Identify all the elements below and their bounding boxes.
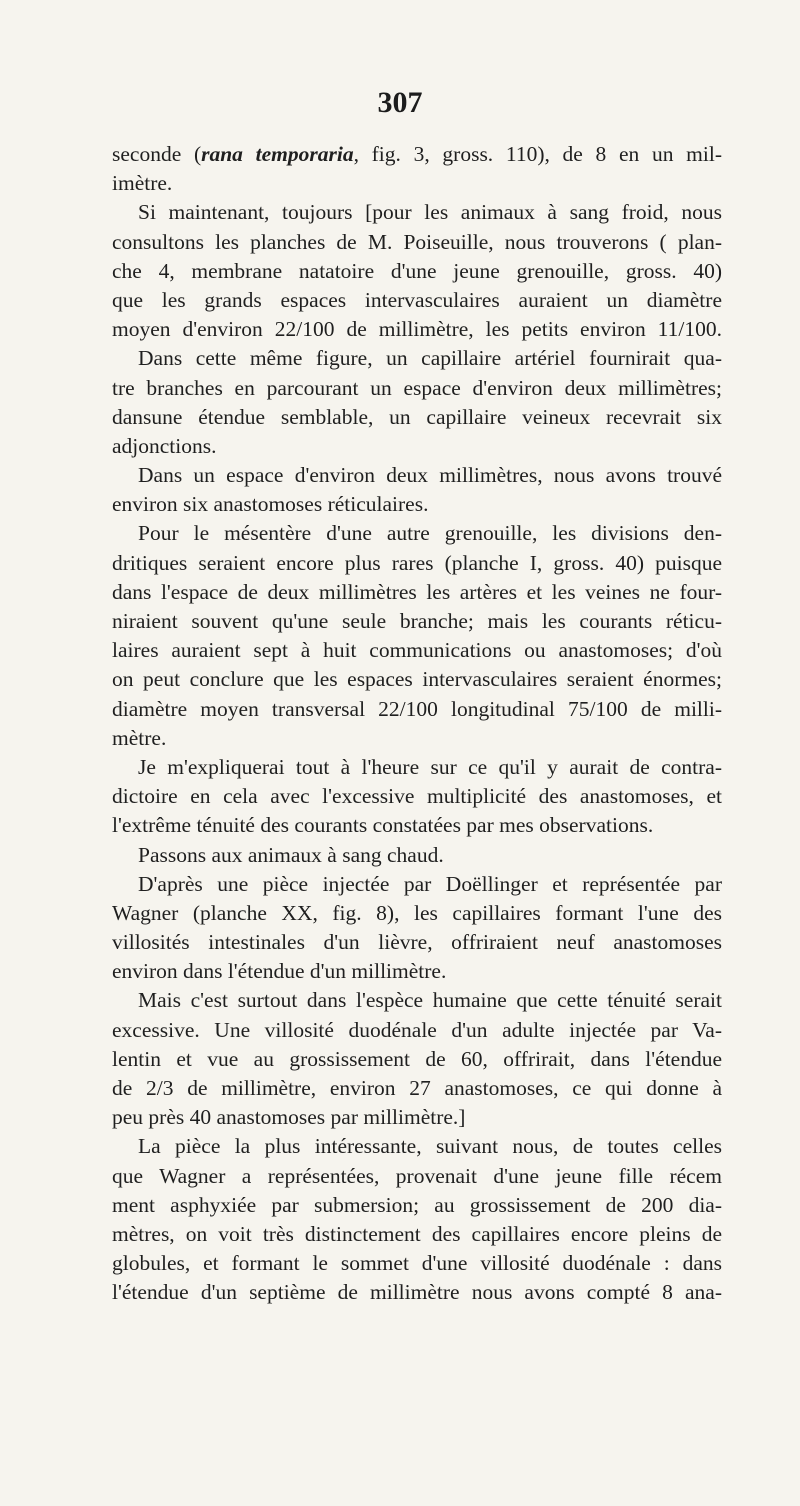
text-line: Mais c'est surtout dans l'espèce humaine que cette ténuité serait — [138, 988, 722, 1013]
text-line — [112, 140, 722, 169]
text-line: globules, et formant le sommet d'une villosité duodénale : dans — [112, 1251, 722, 1276]
text-line: consultons les planches de M. Poiseuille, nous trouverons ( plan- — [112, 229, 722, 254]
text-line: D'après une pièce injectée par Doëllinger et représentée par — [138, 871, 722, 896]
text-line: Je m'expliquerai tout à l'heure sur ce qu'il y aurait de contra- — [138, 754, 722, 779]
text-line: tre branches en parcourant un espace d'environ deux millimètres; — [112, 375, 722, 400]
body-text — [112, 140, 722, 1308]
text-line: que les grands espaces intervasculaires auraient un diamètre — [112, 287, 722, 312]
text-line: de 2/3 de millimètre, environ 27 anastomoses, ce qui donne à — [112, 1076, 722, 1100]
text-run: , fig. 3, gross. 110), de 8 en un mil- — [353, 142, 722, 166]
text-run: seconde ( — [112, 142, 202, 166]
text-line: l'extrême ténuité des courants constatées par mes observations. — [112, 813, 654, 838]
text-line: peu près 40 anastomoses par millimètre.] — [112, 1105, 466, 1130]
text-line: excessive. Une villosité duodénale d'un adulte injectée par Va- — [112, 1017, 722, 1042]
text-line: che 4, membrane natatoire d'une jeune grenouille, gross. 40) — [112, 258, 722, 283]
text-line: laires auraient sept à huit communications ou anastomoses; d'où — [112, 638, 722, 663]
text-line: Wagner (planche XX, fig. 8), les capillaires formant l'une des — [112, 900, 722, 925]
text-line: imètre. — [112, 171, 173, 196]
text-line: Dans cette même figure, un capillaire artériel fournirait qua- — [138, 346, 722, 371]
text-line: lentin et vue au grossissement de 60, offrirait, dans l'étendue — [112, 1046, 722, 1071]
text-line: on peut conclure que les espaces intervasculaires seraient énormes; — [112, 667, 722, 692]
text-line: Si maintenant, toujours [pour les animaux à sang froid, nous — [138, 200, 722, 225]
text-line: adjonctions. — [112, 433, 217, 458]
text-line: l'étendue d'un septième de millimètre nous avons compté 8 ana- — [112, 1280, 722, 1305]
text-line: dritiques seraient encore plus rares (planche I, gross. 40) puisque — [112, 550, 722, 575]
text-line: niraient souvent qu'une seule branche; mais les courants réticu- — [112, 609, 722, 633]
text-line: mètres, on voit très distinctement des capillaires encore pleins de — [112, 1221, 722, 1246]
text-line: Dans un espace d'environ deux millimètres, nous avons trouvé — [138, 463, 722, 488]
text-line: que Wagner a représentées, provenait d'une jeune fille récem — [112, 1163, 722, 1188]
text-line: environ six anastomoses réticulaires. — [112, 492, 429, 517]
text-line: villosités intestinales d'un lièvre, offriraient neuf anastomoses — [112, 930, 722, 955]
text-line: dansune étendue semblable, un capillaire veineux recevrait six — [112, 404, 722, 429]
text-line: diamètre moyen transversal 22/100 longitudinal 75/100 de milli- — [112, 696, 722, 721]
text-line: moyen d'environ 22/100 de millimètre, les petits environ 11/100. — [112, 317, 722, 342]
species-name: rana temporaria — [201, 142, 354, 166]
text-line: Pour le mésentère d'une autre grenouille, les divisions den- — [138, 521, 722, 546]
text-line: ment asphyxiée par submersion; au grossissement de 200 dia- — [112, 1192, 722, 1217]
text-line: dictoire en cela avec l'excessive multiplicité des anastomoses, et — [112, 784, 722, 809]
text-line: La pièce la plus intéressante, suivant nous, de toutes celles — [138, 1134, 722, 1159]
page-number: 307 — [377, 86, 423, 119]
text-line: mètre. — [112, 725, 167, 750]
text-line: environ dans l'étendue d'un millimètre. — [112, 959, 447, 984]
text-line: dans l'espace de deux millimètres les artères et les veines ne four- — [112, 579, 722, 604]
text-line: Passons aux animaux à sang chaud. — [138, 842, 444, 867]
